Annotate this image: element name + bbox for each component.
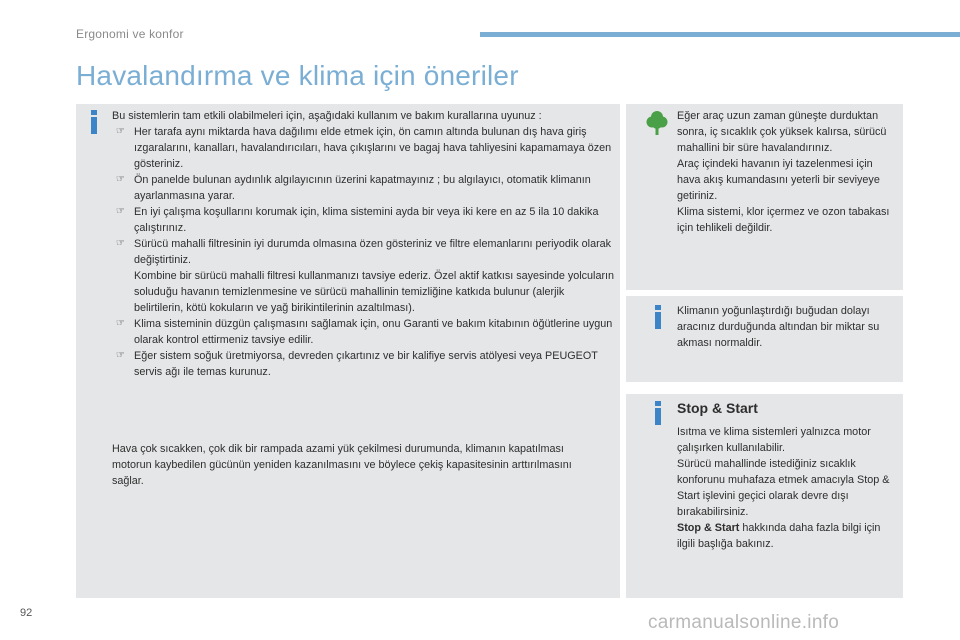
info-icon — [652, 401, 664, 427]
watermark: carmanualsonline.info — [648, 612, 840, 633]
pointing-hand-icon: ☞ — [116, 238, 125, 249]
pointing-hand-icon: ☞ — [116, 174, 125, 185]
condensation-text: Klimanın yoğunlaştırdığı buğudan dolayı aracınız durduğunda altından bir miktar su akması normaldir. — [677, 305, 880, 349]
sun-parking-text: Eğer araç uzun zaman güneşte durduktan sonra, iç sıcaklık çok yüksek kalırsa, sürücü mahallini bir süre havalandırınız. Araç içindeki havanın iyi tazelenmesi için hava akış kumandasını yeterli bir seviyeye getiriniz. Klima sistemi, klor içermez ve ozon tabakası için tehlikeli değildir. — [677, 110, 890, 234]
maintenance-list — [116, 124, 616, 380]
chapter-title: Ergonomi ve konfor — [76, 27, 184, 41]
list-item: ☞ Her tarafa aynı miktarda hava dağılımı elde etmek için, ön camın altında bulunan dış hava giriş ızgaralarını, kanalları, havalandırıcıları, hava çıkışlarını ve bagaj hava tahliyesini kapamamaya özen gösteriniz. — [116, 126, 612, 170]
pointing-hand-icon: ☞ — [116, 206, 125, 217]
list-item: ☞ En iyi çalışma koşullarını korumak için, klima sistemini ayda bir veya iki kere en az 5 ila 10 dakika çalıştırınız. — [116, 206, 599, 234]
eco-tree-icon — [646, 110, 668, 136]
pointing-hand-icon: ☞ — [116, 350, 125, 361]
hot-weather-note: Hava çok sıcakken, çok dik bir rampada azami yük çekilmesi durumunda, klimanın kapatılması motorun kaybedilen gücünün yeniden kazanılmasını ve böylece çekiş kapasitesinin arttırılmasını sağlar. — [112, 443, 572, 487]
list-item: ☞ Ön panelde bulunan aydınlık algılayıcının üzerini kapatmayınız ; bu algılayıcı, otomatik klimanın ayarlanmasına yarar. — [116, 174, 591, 202]
list-item: ☞ Sürücü mahalli filtresinin iyi durumda olmasına özen gösteriniz ve filtre elemanlarını periyodik olarak değiştirtiniz. Kombine bir sürücü mahalli filtresi kullanmanızı tavsiye ederiz. Özel aktif katkısı sayesinde yolcuların soluduğu havanın temizlenmesine ve sürücü mahallinin temizliğine katkıda bulunur (alerjik belirtilerin, kötü kokuların ve yağ birikintilerinin azaltılması). — [116, 238, 615, 314]
page-number: 92 — [20, 607, 33, 619]
info-icon — [652, 305, 664, 331]
info-icon — [88, 110, 100, 136]
stop-start-title: Stop & Start — [677, 400, 758, 416]
list-item: ☞ Eğer sistem soğuk üretmiyorsa, devreden çıkartınız ve bir kalifiye servis atölyesi veya PEUGEOT servis ağı ile temas kurunuz. — [116, 350, 598, 378]
pointing-hand-icon: ☞ — [116, 126, 125, 137]
list-item: ☞ Klima sisteminin düzgün çalışmasını sağlamak için, onu Garanti ve bakım kitabının öğütlerine uygun olarak kontrol ettirmeniz tavsiye edilir. — [116, 318, 613, 346]
chapter-accent-bar — [480, 32, 960, 37]
page-title: Havalandırma ve klima için öneriler — [76, 60, 519, 91]
filter-note: Kombine bir sürücü mahalli filtresi kullanmanızı tavsiye ederiz. Özel aktif katkısı sayesinde yolcuların soluduğu havanın temizlenmesine ve sürücü mahallinin temizliğine katkıda bulunur (alerjik belirtilerin, kötü kokuların ve yağ birikintilerinin azaltılması). — [134, 270, 615, 314]
stop-start-text: Isıtma ve klima sistemleri yalnızca motor çalışırken kullanılabilir. Sürücü mahallinde istediğiniz sıcaklık konforunu muhafaza etmek amacıyla Stop & Start işlevini geçici olarak devre dışı bırakabilirsiniz. Stop & Start hakkında daha fazla bilgi için ilgili başlığa bakınız. — [677, 426, 890, 550]
main-intro-text: Bu sistemlerin tam etkili olabilmeleri için, aşağıdaki kullanım ve bakım kurallarına uyunuz : — [112, 110, 542, 122]
pointing-hand-icon: ☞ — [116, 318, 125, 329]
